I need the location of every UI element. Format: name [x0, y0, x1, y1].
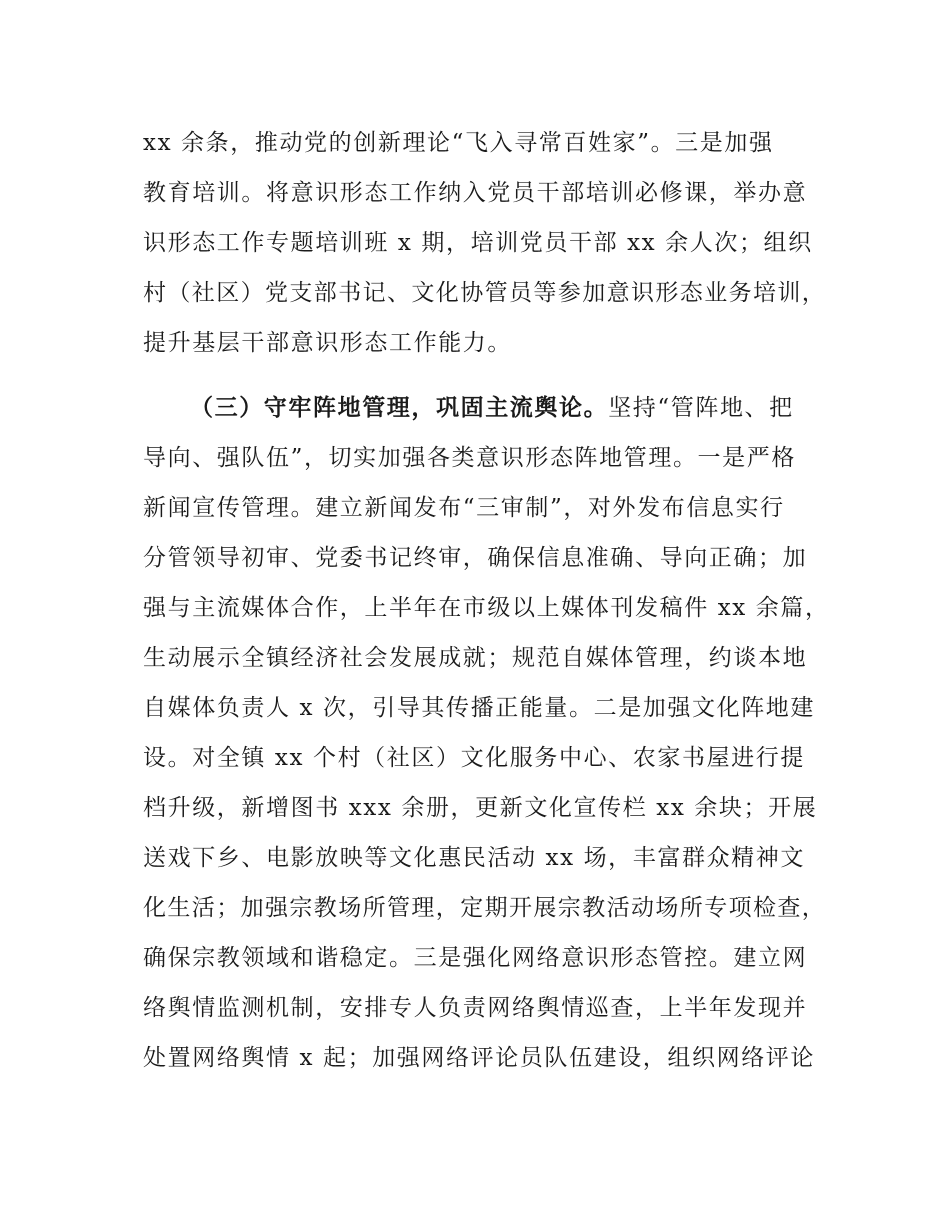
paragraph-first-line	[190, 393, 794, 423]
text-line: 自媒体负责人 x 次，引导其传播正能量。二是加强文化阵地建	[143, 695, 815, 721]
text-run: 坚持“管阵地、把	[608, 395, 794, 421]
text-line: 分管领导初审、党委书记终审，确保信息准确、导向正确；加	[143, 545, 808, 571]
text-line: 识形态工作专题培训班 x 期，培训党员干部 xx 余人次；组织	[143, 230, 813, 256]
text-line: 教育培训。将意识形态工作纳入党员干部培训必修课，举办意	[143, 180, 808, 206]
text-line: 化生活；加强宗教场所管理，定期开展宗教活动场所专项检查，	[143, 895, 827, 921]
text-line: 档升级，新增图书 xxx 余册，更新文化宣传栏 xx 余块；开展	[143, 795, 818, 821]
text-line: 处置网络舆情 x 起；加强网络评论员队伍建设，组织网络评论	[143, 1045, 815, 1071]
text-line: 生动展示全镇经济社会发展成就；规范自媒体管理，约谈本地	[143, 645, 808, 671]
text-line: 强与主流媒体合作，上半年在市级以上媒体刊发稿件 xx 余篇，	[143, 595, 830, 621]
text-line: 络舆情监测机制，安排专人负责网络舆情巡查，上半年发现并	[143, 995, 808, 1021]
text-line: 送戏下乡、电影放映等文化惠民活动 xx 场，丰富群众精神文	[143, 845, 805, 871]
text-line: 新闻宣传管理。建立新闻发布“三审制”，对外发布信息实行	[143, 495, 785, 521]
text-line: 确保宗教领域和谐稳定。三是强化网络意识形态管控。建立网	[143, 945, 808, 971]
text-line: 设。对全镇 xx 个村（社区）文化服务中心、农家书屋进行提	[143, 745, 805, 771]
section-heading: （三）守牢阵地管理，巩固主流舆论。	[190, 395, 609, 421]
text-line: 提升基层干部意识形态工作能力。	[143, 330, 512, 356]
text-line: 导向、强队伍”，切实加强各类意识形态阵地管理。一是严格	[143, 445, 796, 471]
text-line: 村（社区）党支部书记、文化协管员等参加意识形态业务培训，	[143, 280, 827, 306]
text-line: xx 余条，推动党的创新理论“飞入寻常百姓家”。三是加强	[143, 130, 774, 156]
